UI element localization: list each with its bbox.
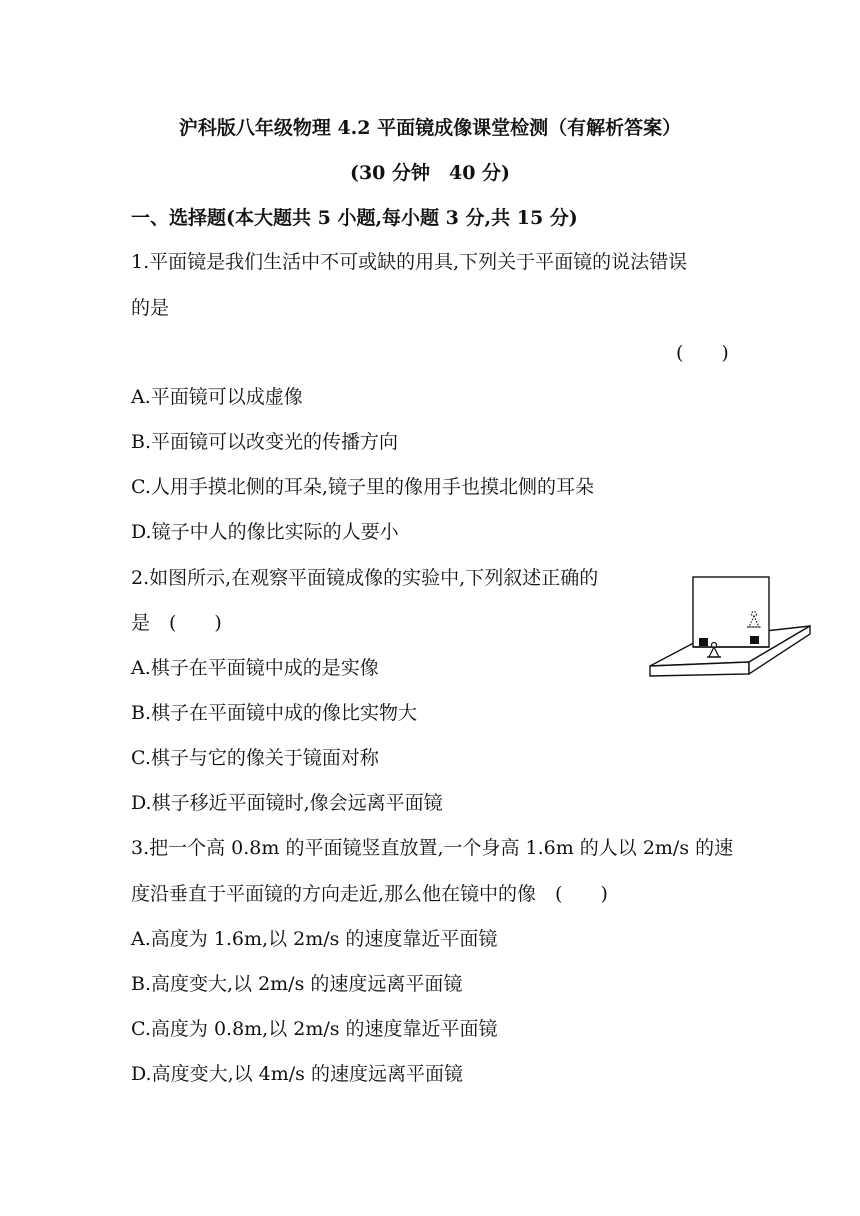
question-1-stem: 1.平面镜是我们生活中不可或缺的用具,下列关于平面镜的说法错误 [131, 251, 688, 273]
section-heading: 一、选择题(本大题共 5 小题,每小题 3 分,共 15 分) [131, 207, 578, 229]
mirror-stand-right [750, 636, 759, 644]
page-title: 沪科版八年级物理 4.2 平面镜成像课堂检测（有解析答案） [178, 117, 682, 139]
option-c: C.高度为 0.8m,以 2m/s 的速度靠近平面镜 [131, 1018, 498, 1040]
option-c: C.人用手摸北侧的耳朵,镜子里的像用手也摸北侧的耳朵 [131, 476, 594, 498]
option-d: D.高度变大,以 4m/s 的速度远离平面镜 [131, 1063, 463, 1085]
option-d: D.镜子中人的像比实际的人要小 [131, 521, 399, 543]
question-3-stem: 3.把一个高 0.8m 的平面镜竖直放置,一个身高 1.6m 的人以 2m/s 的速 [131, 837, 734, 859]
answer-blank: ( ) [676, 342, 729, 364]
question-1-stem-cont: 的是 [131, 297, 170, 319]
page-subtitle: (30 分钟 40 分) [349, 162, 511, 184]
option-b: B.棋子在平面镜中成的像比实物大 [131, 702, 418, 724]
question-3-stem-cont: 度沿垂直于平面镜的方向走近,那么他在镜中的像 ( ) [131, 883, 608, 905]
option-b: B.平面镜可以改变光的传播方向 [131, 431, 399, 453]
option-b: B.高度变大,以 2m/s 的速度远离平面镜 [131, 973, 463, 995]
mirror-stand-left [699, 638, 708, 646]
option-a: A.棋子在平面镜中成的是实像 [131, 657, 379, 679]
option-d: D.棋子移近平面镜时,像会远离平面镜 [131, 792, 443, 814]
question-2-stem-cont: 是 ( ) [131, 612, 222, 634]
option-a: A.高度为 1.6m,以 2m/s 的速度靠近平面镜 [131, 928, 498, 950]
option-a: A.平面镜可以成虚像 [131, 386, 303, 408]
mirror-experiment-figure [648, 574, 814, 682]
question-2-stem: 2.如图所示,在观察平面镜成像的实验中,下列叙述正确的 [131, 567, 599, 589]
option-c: C.棋子与它的像关于镜面对称 [131, 747, 379, 769]
